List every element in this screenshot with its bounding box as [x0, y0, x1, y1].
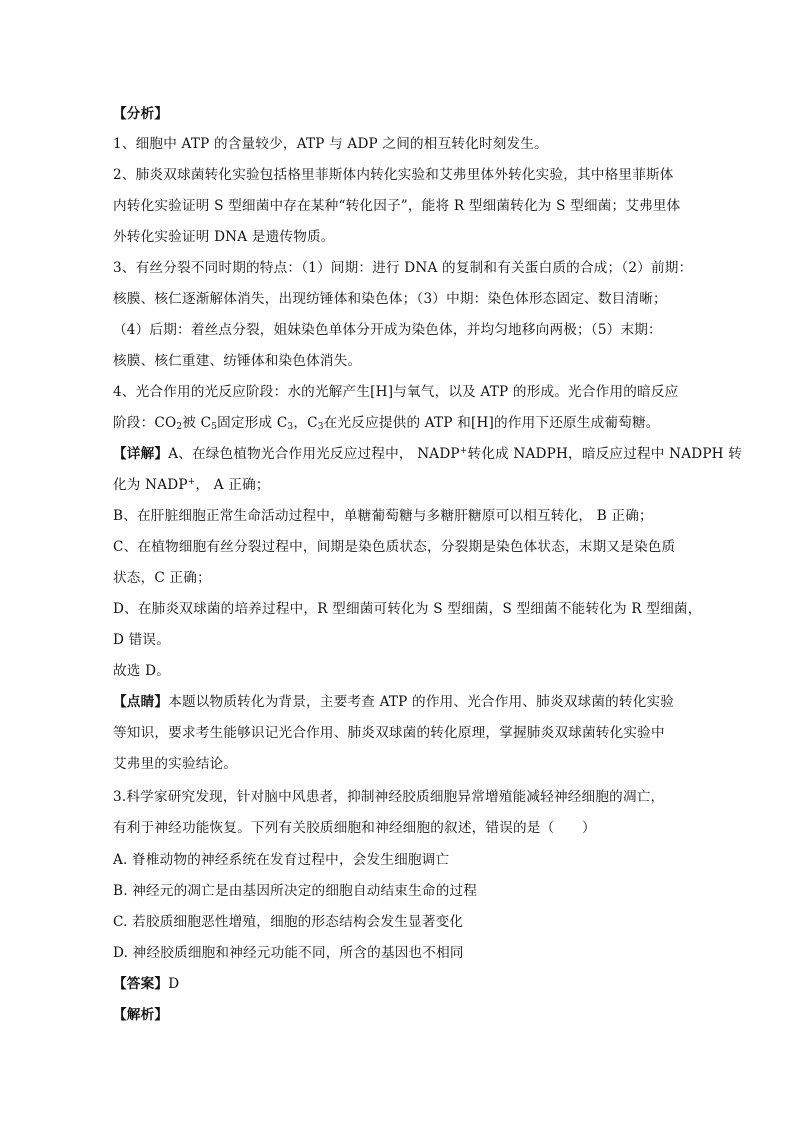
subscript: 3 [287, 422, 294, 432]
analysis-heading: 【分析】 [113, 106, 169, 122]
analysis-paragraph-4-line-2 [113, 413, 660, 433]
detail-heading: 【详解】 [113, 446, 169, 462]
detail-option-c-line-2: 状态，C 正确； [113, 570, 211, 586]
analysis-paragraph-2-line-2: 内转化实验证明 S 型细菌中存在某种“转化因子”，能将 R 型细菌转化为 S 型细菌；艾弗里体 [113, 198, 681, 214]
detail-option-a-line-2 [113, 475, 270, 495]
superscript: + [459, 446, 468, 456]
superscript: + [187, 477, 196, 487]
question-3-option-c: C. 若胶质细胞恶性增殖，细胞的形态结构会发生显著变化 [113, 914, 464, 930]
answer-value: D [168, 976, 180, 992]
detail-option-b: B、在肝脏细胞正常生命活动过程中，单糖葡萄糖与多糖肝糖原可以相互转化， B 正确； [113, 508, 653, 524]
text-run: ， A 正确； [195, 477, 270, 493]
detail-option-c-line-1: C、在植物细胞有丝分裂过程中，间期是染色质状态，分裂期是染色体状态，末期又是染色质 [113, 539, 676, 555]
subscript: 5 [211, 422, 218, 432]
text-run: ，C [293, 415, 318, 431]
comment-line-2: 等知识，要求考生能够识记光合作用、肺炎双球菌的转化原理，掌握肺炎双球菌转化实验中 [113, 725, 665, 741]
analysis-paragraph-3-line-4: 核膜、核仁重建、纺锤体和染色体消失。 [113, 353, 362, 369]
analysis-paragraph-1: 1、细胞中 ATP 的含量较少，ATP 与 ADP 之间的相互转化时刻发生。 [113, 136, 548, 152]
question-3-stem-line-2: 有利于神经功能恢复。下列有关胶质细胞和神经细胞的叙述，错误的是（ ） [113, 820, 596, 836]
question-3-answer [113, 974, 179, 994]
comment-heading: 【点睛】 [113, 694, 169, 710]
detail-option-a-line-1 [113, 444, 742, 464]
comment-line-1 [113, 692, 674, 712]
subscript: 3 [317, 422, 324, 432]
analysis-paragraph-2-line-1: 2、肺炎双球菌转化实验包括格里菲斯体内转化实验和艾弗里体外转化实验，其中格里菲斯体 [113, 167, 674, 183]
analysis-paragraph-3-line-3: （4）后期：着丝点分裂，姐妹染色单体分开成为染色体，并均匀地移向两极；（5）末期： [113, 322, 662, 338]
analysis-paragraph-3-line-1: 3、有丝分裂不同时期的特点：（1）间期：进行 DNA 的复制和有关蛋白质的合成；（2）前期： [113, 260, 693, 276]
detail-option-d-line-1: D、在肺炎双球菌的培养过程中，R 型细菌可转化为 S 型细菌，S 型细菌不能转化为 R 型细菌， [113, 601, 702, 617]
text-run: 被 C [182, 415, 212, 431]
question-3-stem-line-1: 3.科学家研究发现，针对脑中风患者，抑制神经胶质细胞异常增殖能减轻神经细胞的凋亡， [113, 789, 665, 805]
question-3-option-d: D. 神经胶质细胞和神经元功能不同，所含的基因也不相同 [113, 945, 464, 961]
text-run: 转化成 NADPH，暗反应过程中 NADPH 转 [467, 446, 743, 462]
text-run: 化为 NADP [113, 477, 188, 493]
text-run: 阶段：CO [113, 415, 177, 431]
answer-heading: 【答案】 [113, 976, 169, 992]
analysis-paragraph-2-line-3: 外转化实验证明 DNA 是遗传物质。 [113, 229, 335, 245]
analysis-paragraph-3-line-2: 核膜、核仁逐渐解体消失，出现纺锤体和染色体；（3）中期：染色体形态固定、数目清晰； [113, 291, 667, 307]
text-run: 固定形成 C [217, 415, 288, 431]
question-3-option-b: B. 神经元的凋亡是由基因所决定的细胞自动结束生命的过程 [113, 883, 478, 899]
question-3-option-a: A. 脊椎动物的神经系统在发育过程中，会发生细胞调亡 [113, 852, 450, 868]
text-run: A、在绿色植物光合作用光反应过程中， NADP [168, 446, 460, 462]
question-3-analysis-heading: 【解析】 [113, 1007, 169, 1023]
subscript: 2 [176, 422, 183, 432]
analysis-paragraph-4-line-1: 4、光合作用的光反应阶段：水的光解产生[H]与氧气，以及 ATP 的形成。光合作用的暗反应 [113, 384, 679, 400]
text-run: 在光反应提供的 ATP 和[H]的作用下还原生成葡萄糖。 [323, 415, 660, 431]
comment-line-3: 艾弗里的实验结论。 [113, 756, 238, 772]
detail-choice: 故选 D。 [113, 663, 171, 679]
text-run: 本题以物质转化为背景，主要考查 ATP 的作用、光合作用、肺炎双球菌的转化实验 [168, 694, 675, 710]
detail-option-d-line-2: D 错误。 [113, 632, 171, 648]
